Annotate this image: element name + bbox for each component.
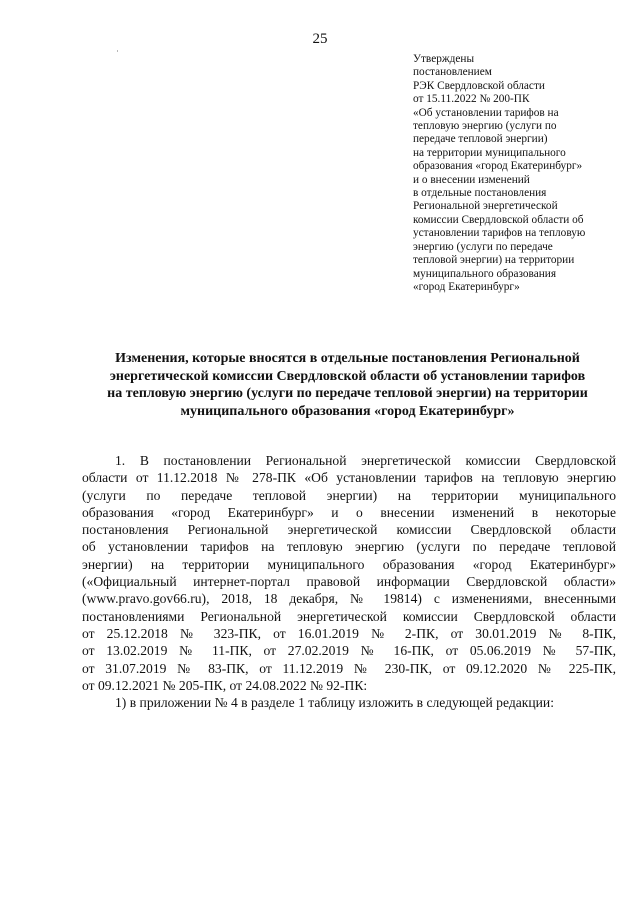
title-line: Изменения, которые вносятся в отдельные постановления Региональной [115, 351, 580, 366]
approval-line: муниципального образования [413, 267, 557, 280]
paragraph-line: 1. В постановлении Региональной энергетической комиссии Свердловской [115, 453, 616, 468]
paragraph-line: от 31.07.2019 № 83-ПК, от 11.12.2019 № 230-ПК, от 09.12.2020 № 225-ПК, [82, 660, 616, 676]
approval-line: образования «город Екатеринбург» [413, 160, 583, 173]
paragraph-line: постановления Региональной энергетической комиссии Свердловской области [82, 522, 616, 538]
approval-line: «город Екатеринбург» [413, 280, 520, 293]
paragraph-line: постановлениями Региональной энергетической комиссии Свердловской области [82, 608, 616, 624]
scan-speck [117, 50, 118, 52]
paragraph-line: от 13.02.2019 № 11-ПК, от 27.02.2019 № 16-ПК, от 05.06.2019 № 57-ПК, [82, 643, 616, 659]
approval-line: энергию (услуги по передаче [413, 240, 553, 253]
approval-line: комиссии Свердловской области об [413, 213, 584, 226]
approval-line: передаче тепловой энергии) [413, 133, 548, 146]
paragraph-line: энергии) на территории муниципального образования «город Екатеринбург» [82, 556, 616, 572]
approval-line: «Об установлении тарифов на [413, 106, 559, 119]
approval-line: тепловую энергию (услуги по [413, 120, 557, 133]
paragraph-line: от 09.12.2021 № 205-ПК, от 24.08.2022 № 92-ПК: [82, 677, 368, 693]
page-number: 25 [312, 31, 328, 47]
paragraph-line: («Официальный интернет-портал правовой информации Свердловской области» [82, 574, 616, 590]
approval-line: установлении тарифов на тепловую [413, 227, 586, 240]
approval-line: от 15.11.2022 № 200-ПК [413, 93, 530, 106]
approval-line: Утверждены [413, 53, 475, 65]
title-line: энергетической комиссии Свердловской области об установлении тарифов [109, 368, 586, 384]
paragraph-line: области от 11.12.2018 № 278-ПК «Об установлении тарифов на тепловую энергию [82, 470, 616, 486]
approval-line: постановлением [413, 66, 492, 79]
paragraph-line: от 25.12.2018 № 323-ПК, от 16.01.2019 № 2-ПК, от 30.01.2019 № 8-ПК, [82, 625, 616, 641]
title-line: на тепловую энергию (услуги по передаче тепловой энергии) на территории [107, 386, 588, 401]
paragraph-line: 1) в приложении № 4 в разделе 1 таблицу изложить в следующей редакции: [115, 695, 554, 711]
document-title [70, 350, 625, 420]
approval-line: РЭК Свердловской области [413, 79, 545, 92]
approval-block [413, 53, 625, 294]
approval-line: на территории муниципального [413, 146, 566, 159]
approval-line: Региональной энергетической [413, 200, 558, 213]
approval-line: и о внесении изменений [413, 173, 530, 186]
paragraph-line: (услуги по передаче тепловой энергии) на территории муниципального [82, 487, 616, 503]
paragraph-line: об установлении тарифов на тепловую энергию (услуги по передаче тепловой [82, 539, 616, 555]
paragraph-line: образования «город Екатеринбург» и о внесении изменений в некоторые [82, 504, 616, 520]
title-line: муниципального образования «город Екатеринбург» [180, 403, 515, 419]
document-body [82, 452, 616, 711]
approval-line: в отдельные постановления [413, 187, 547, 200]
paragraph-line: (www.pravo.gov66.ru), 2018, 18 декабря, № 19814) с изменениями, внесенными [82, 591, 616, 607]
approval-line: тепловой энергии) на территории [413, 254, 575, 267]
